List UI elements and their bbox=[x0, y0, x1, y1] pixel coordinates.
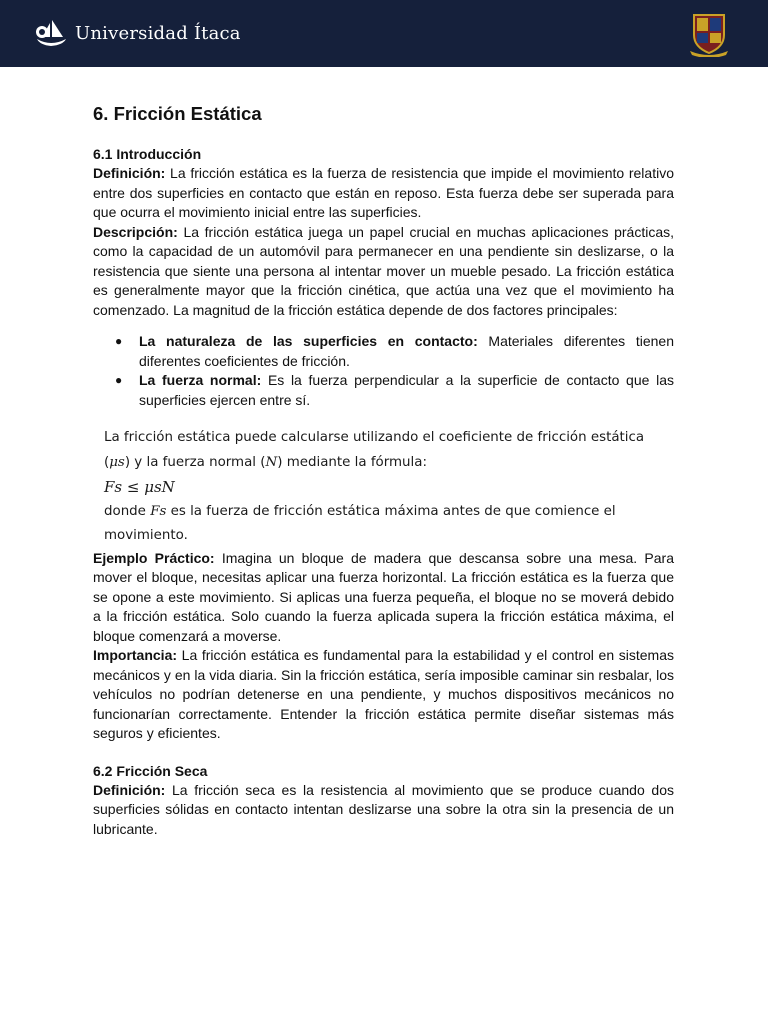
factor-text: Materiales diferentes tienen diferentes coeficientes de fricción. bbox=[139, 333, 675, 369]
definition-text: La fricción estática es la fuerza de resistencia que impide el movimiento relativo entre dos superficies en contacto que están en reposo. Esta fuerza debe ser superada para que ocurra el movimiento inicial entre las superficies. bbox=[93, 165, 674, 220]
example-label: Ejemplo Práctico: bbox=[93, 549, 215, 566]
example-paragraph bbox=[93, 549, 674, 647]
section-heading-introduccion: 6.1 Introducción bbox=[93, 146, 202, 162]
section-heading-friccion-seca: 6.2 Fricción Seca bbox=[93, 762, 208, 779]
bullet-icon: ● bbox=[115, 334, 123, 348]
importance-text: La fricción estática es fundamental para la estabilidad y el control en sistemas mecánicos y en la vida diaria. Sin la fricción estática, sería imposible caminar sin resbalar, los vehículos no podrían detenerse en una pendiente, y muchos dispositivos mecánicos no funcionarían correctamente. Entender la fricción estática permite diseñar sistemas más seguros y eficientes. bbox=[93, 647, 674, 741]
sailboat-logo-icon bbox=[33, 17, 69, 51]
definition-label: Definición: bbox=[93, 165, 166, 181]
definition-label: Definición: bbox=[93, 781, 166, 798]
importance-label: Importancia: bbox=[93, 647, 178, 663]
paren-open: ( bbox=[104, 454, 110, 470]
description-paragraph bbox=[93, 223, 674, 321]
formula-block bbox=[104, 426, 664, 549]
factor-label: La fuerza normal: bbox=[139, 372, 262, 388]
importance-paragraph bbox=[93, 646, 674, 744]
brand-logo-link[interactable] bbox=[33, 17, 241, 51]
document-body bbox=[93, 100, 674, 839]
fs-symbol: Fs bbox=[150, 503, 167, 519]
page-title: 6. Fricción Estática bbox=[93, 103, 262, 124]
mu-s-symbol: μs bbox=[109, 454, 125, 470]
formula-explanation-text: es la fuerza de fricción estática máxima antes de que comience el bbox=[166, 503, 616, 519]
donde-text: donde bbox=[104, 503, 151, 519]
n-symbol: N bbox=[265, 454, 278, 470]
factors-list bbox=[93, 332, 674, 410]
static-friction-formula: Fs ≤ μsN bbox=[104, 478, 175, 496]
list-item bbox=[93, 371, 674, 410]
university-name: Universidad Ítaca bbox=[75, 23, 241, 44]
normal-force-text: ) y la fuerza normal ( bbox=[124, 454, 266, 470]
formula-intro-line: La fricción estática puede calcularse utilizando el coeficiente de fricción estática bbox=[104, 430, 645, 445]
bullet-icon: ● bbox=[115, 373, 123, 387]
dry-friction-definition-paragraph bbox=[93, 781, 674, 840]
list-item bbox=[93, 332, 674, 371]
description-label: Descripción: bbox=[93, 223, 178, 240]
formula-variables-line bbox=[104, 451, 664, 476]
definition-text: La fricción seca es la resistencia al movimiento que se produce cuando dos superficies sólidas en contacto intentan deslizarse una sobre la otra sin la presencia de un lubricante. bbox=[93, 781, 674, 837]
formula-lead-text: ) mediante la fórmula: bbox=[277, 454, 427, 470]
header-bar bbox=[0, 0, 768, 67]
example-text: Imagina un bloque de madera que descansa sobre una mesa. Para mover el bloque, necesitas aplicar una fuerza horizontal. La fricción estática es la fuerza que se opone a este movimiento. Si aplicas una fuerza pequeña, el bloque no se moverá debido a la fricción estática. Solo cuando la fuerza aplicada supera la fricción estática máxima, el bloque comenzará a moverse. bbox=[93, 549, 674, 644]
description-text: La fricción estática juega un papel crucial en muchas aplicaciones prácticas, como la capacidad de un automóvil para permanecer en una pendiente sin deslizarse, o la resistencia que siente una persona al intentar mover un mueble pesado. La fricción estática es generalmente mayor que la fricción cinética, que actúa una vez que el movimiento ha comenzado. La magnitud de la fricción estática depende de dos factores principales: bbox=[93, 223, 674, 318]
formula-explanation-line bbox=[104, 500, 664, 525]
factor-label: La naturaleza de las superficies en contacto: bbox=[139, 333, 478, 349]
factor-text: Es la fuerza perpendicular a la superficie de contacto que las superficies ejercen entre sí. bbox=[139, 372, 674, 408]
definition-paragraph bbox=[93, 164, 674, 223]
university-crest-icon bbox=[688, 11, 730, 57]
formula-explanation-end: movimiento. bbox=[104, 528, 188, 543]
